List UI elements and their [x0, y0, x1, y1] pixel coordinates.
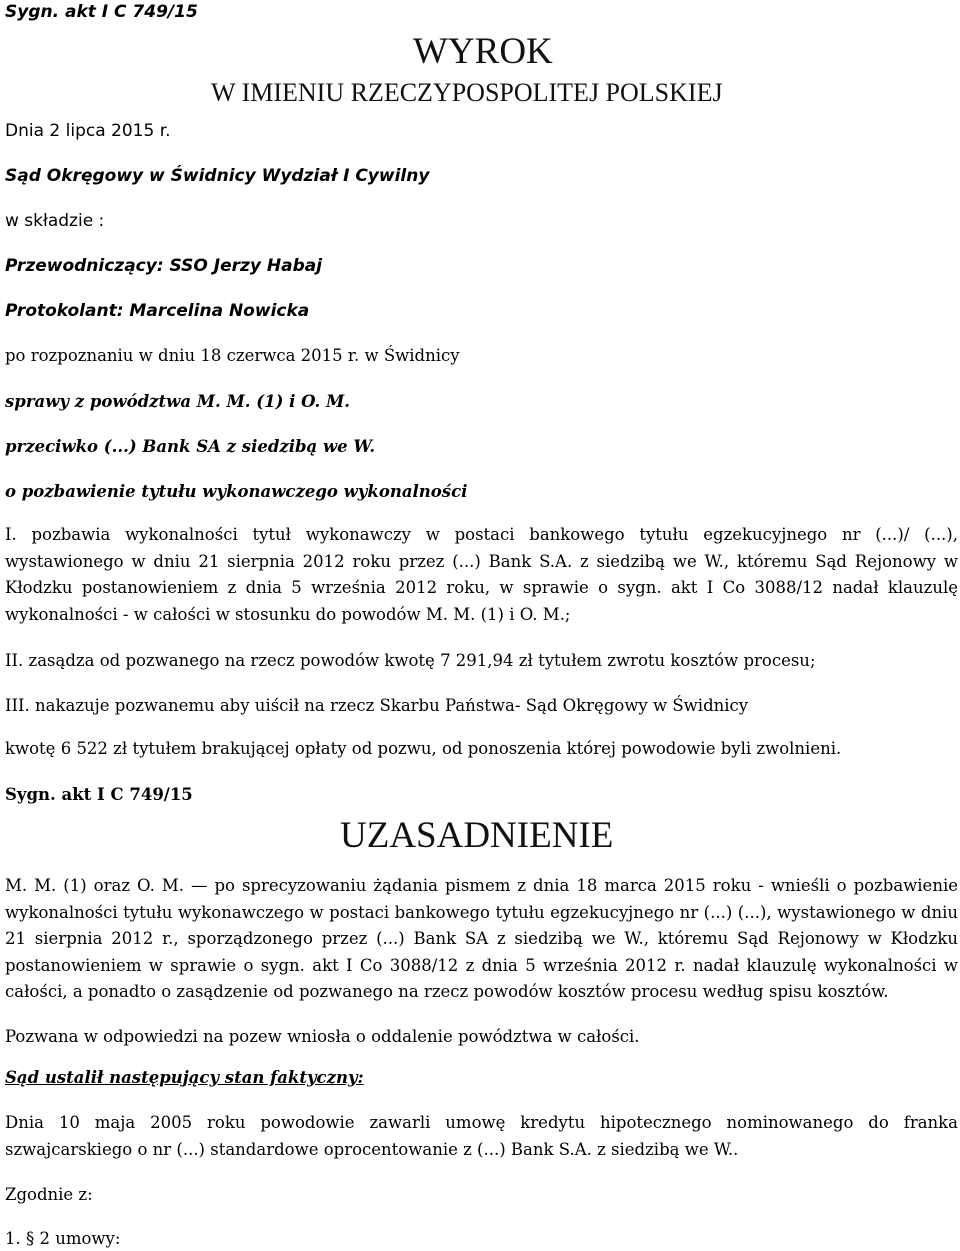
- court-name: Sąd Okręgowy w Świdnicy Wydział I Cywilny: [5, 166, 430, 186]
- presiding-judge: Przewodniczący: SSO Jerzy Habaj: [5, 256, 323, 276]
- facts-heading: Sąd ustalił następujący stan faktyczny:: [5, 1068, 364, 1087]
- justification-signature: Sygn. akt I C 749/15: [5, 785, 193, 804]
- justification-paragraph-2: Pozwana w odpowiedzi na pozew wniosła o oddalenie powództwa w całości.: [5, 1027, 640, 1046]
- case-subject: o pozbawienie tytułu wykonawczego wykonalności: [5, 482, 468, 501]
- defendant-line: przeciwko (...) Bank SA z siedzibą we W.: [5, 437, 376, 456]
- document-subtitle: W IMIENIU RZECZYPOSPOLITEJ POLSKIEJ: [211, 78, 723, 107]
- clause-label: 1. § 2 umowy:: [5, 1229, 121, 1248]
- justification-paragraph-3: Dnia 10 maja 2005 roku powodowie zawarli umowę kredytu hipotecznego nominowanego do franka szwajcarskiego o nr (...) standardowe oprocentowanie z (...) Bank S.A. z siedzibą we W..: [5, 1113, 958, 1159]
- verdict-point-3-continued: kwotę 6 522 zł tytułem brakującej opłaty od pozwu, od ponoszenia której powodowie byli zwolnieni.: [5, 739, 842, 758]
- case-signature: Sygn. akt I C 749/15: [5, 2, 198, 22]
- plaintiffs-line: sprawy z powództwa M. M. (1) i O. M.: [5, 392, 351, 411]
- judgment-date: Dnia 2 lipca 2015 r.: [5, 121, 171, 141]
- agreed-label: Zgodnie z:: [5, 1185, 93, 1204]
- court-clerk: Protokolant: Marcelina Nowicka: [5, 301, 310, 321]
- verdict-point-1: I. pozbawia wykonalności tytuł wykonawczy w postaci bankowego tytułu egzekucyjnego nr (...)/ (...), wystawionego w dniu 21 sierpnia 2012 roku przez (...) Bank S.A. z siedzibą we W., któremu Sąd Rejonowy w Kłodzku postanowieniem z dnia 5 września 2012 roku, w sprawie o sygn. akt I Co 3088/12 nadał klauzulę wykonalności - w całości w stosunku do powodów M. M. (1) i O. M.;: [5, 525, 958, 624]
- hearing-info: po rozpoznaniu w dniu 18 czerwca 2015 r. w Świdnicy: [5, 346, 460, 365]
- document-title: WYROK: [413, 31, 553, 72]
- composition-label: w składzie :: [5, 211, 105, 231]
- justification-paragraph-1: M. M. (1) oraz O. M. — po sprecyzowaniu żądania pismem z dnia 18 marca 2015 roku - wnieśli o pozbawienie wykonalności tytułu wykonawczego w postaci bankowego tytułu egzekucyjnego nr (...) (...), wystawionego w dniu 21 sierpnia 2012 r., sporządzonego przez (...) Bank SA z siedzibą we W., któremu Sąd Rejonowy w Kłodzku postanowieniem w sprawie o sygn. akt I Co 3088/12 z dnia 5 września 2012 r. nadał klauzulę wykonalności w całości, a ponadto o zasądzenie od pozwanego na rzecz powodów kosztów procesu według spisu kosztów.: [5, 876, 958, 1001]
- verdict-point-2: II. zasądza od pozwanego na rzecz powodów kwotę 7 291,94 zł tytułem zwrotu kosztów procesu;: [5, 651, 816, 670]
- justification-title: UZASADNIENIE: [340, 815, 614, 856]
- verdict-point-3: III. nakazuje pozwanemu aby uiścił na rzecz Skarbu Państwa- Sąd Okręgowy w Świdnicy: [5, 696, 749, 715]
